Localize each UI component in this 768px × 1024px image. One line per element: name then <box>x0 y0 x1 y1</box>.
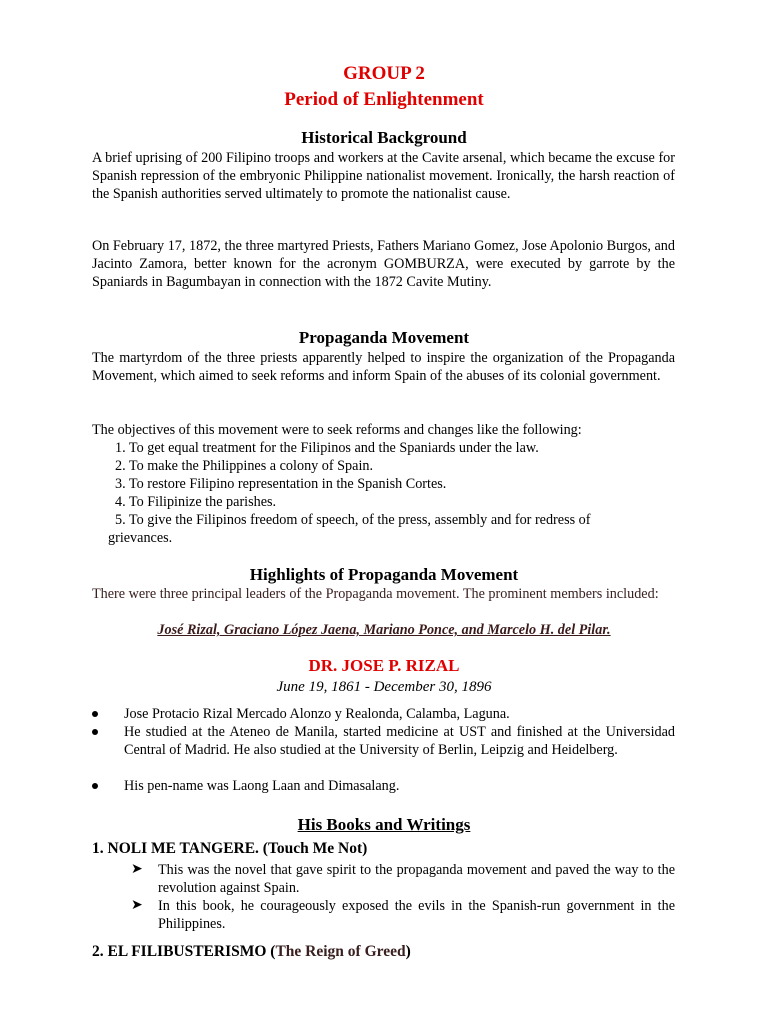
historical-heading: Historical Background <box>301 128 467 147</box>
book-1-title: 1. NOLI ME TANGERE. (Touch Me Not) <box>92 840 368 857</box>
book-2-close: ) <box>405 943 411 960</box>
objective-item: 4. To Filipinize the parishes. <box>115 494 277 510</box>
arrow-bullet-icon: ➤ <box>131 862 143 877</box>
bullet-dot <box>92 711 98 717</box>
arrow-bullet-icon: ➤ <box>131 898 143 913</box>
objectives-intro: The objectives of this movement were to seek reforms and changes like the following: <box>92 422 582 438</box>
rizal-dates: June 19, 1861 - December 30, 1896 <box>276 679 492 695</box>
highlights-intro: There were three principal leaders of the Propaganda movement. The prominent members included: <box>92 586 659 602</box>
historical-paragraph-1: A brief uprising of 200 Filipino troops and workers at the Cavite arsenal, which became the excuse for Spanish repression of the embryonic Philippine nationalist movement. Ironically, the harsh reaction of the Spanish authorities served ultimately to promote the nationalist cause. <box>92 150 675 202</box>
objective-item: 3. To restore Filipino representation in the Spanish Cortes. <box>115 476 447 492</box>
group-title: GROUP 2 <box>343 63 425 84</box>
period-title: Period of Enlightenment <box>284 89 484 110</box>
books-heading: His Books and Writings <box>297 815 471 834</box>
objective-item: 1. To get equal treatment for the Filipinos and the Spaniards under the law. <box>115 440 539 456</box>
bullet-dot <box>92 729 98 735</box>
highlights-heading: Highlights of Propaganda Movement <box>249 565 519 584</box>
rizal-bullet: Jose Protacio Rizal Mercado Alonzo y Realonda, Calamba, Laguna. <box>124 706 510 722</box>
objective-item-continuation: grievances. <box>108 530 173 546</box>
objective-item: 5. To give the Filipinos freedom of speech, of the press, assembly and for redress of <box>115 512 591 528</box>
book-2-number: 2. EL FILIBUSTERISMO ( <box>92 943 276 960</box>
rizal-bullet: His pen-name was Laong Laan and Dimasalang. <box>124 778 400 794</box>
book-1-point: This was the novel that gave spirit to the propaganda movement and paved the way to the revolution against Spain. <box>158 862 675 896</box>
rizal-name: DR. JOSE P. RIZAL <box>308 656 460 675</box>
leaders-list: José Rizal, Graciano López Jaena, Mariano Ponce, and Marcelo H. del Pilar. <box>157 622 611 638</box>
bullet-dot <box>92 783 98 789</box>
historical-paragraph-2: On February 17, 1872, the three martyred Priests, Fathers Mariano Gomez, Jose Apolonio Burgos, and Jacinto Zamora, better known for the acronym GOMBURZA, were executed by garrote by the Spaniards in Bagumbayan in connection with the 1872 Cavite Mutiny. <box>92 238 675 290</box>
propaganda-heading: Propaganda Movement <box>298 328 470 347</box>
book-1-point: In this book, he courageously exposed the evils in the Spanish-run government in the Philippines. <box>158 898 675 932</box>
propaganda-paragraph: The martyrdom of the three priests apparently helped to inspire the organization of the Propaganda Movement, which aimed to seek reforms and inform Spain of the abuses of its colonial government. <box>92 350 675 384</box>
objective-item: 2. To make the Philippines a colony of Spain. <box>115 458 374 474</box>
book-2-title <box>92 942 411 962</box>
rizal-bullet: He studied at the Ateneo de Manila, started medicine at UST and finished at the Universidad Central of Madrid. He also studied at the University of Berlin, Leipzig and Heidelberg. <box>124 724 675 758</box>
book-2-subtitle: The Reign of Greed <box>275 943 406 960</box>
